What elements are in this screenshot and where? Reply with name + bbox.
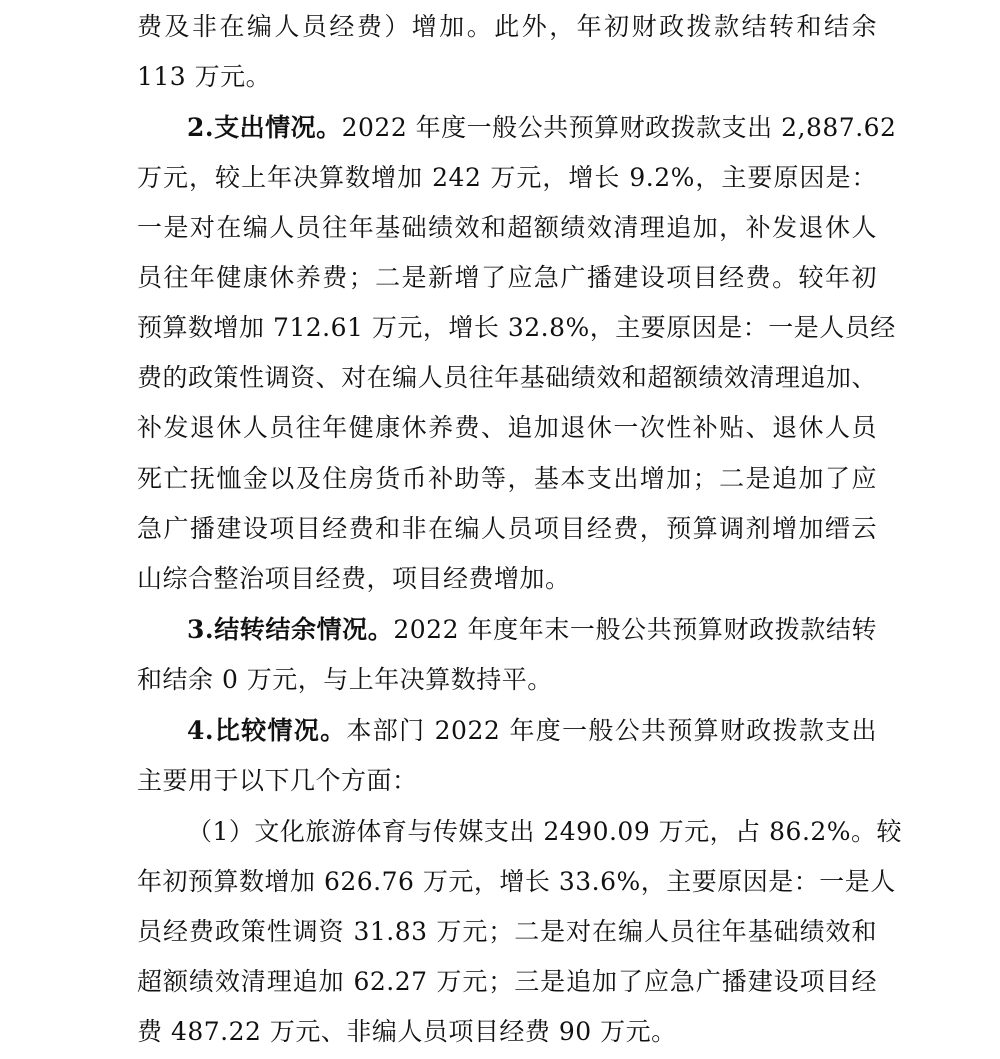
paragraph-line: 费 487.22 万元、非编人员项目经费 90 万元。 [137, 1017, 677, 1046]
section-heading-comparison: 4.比较情况。 [187, 716, 347, 745]
paragraph-line: 费及非在编人员经费）增加。此外，年初财政拨款结转和结余 [137, 12, 877, 41]
section-4-first-line [187, 706, 877, 756]
paragraph-line: 山综合整治项目经费，项目经费增加。 [137, 564, 571, 593]
paragraph-line: 主要用于以下几个方面： [137, 766, 418, 795]
paragraph-line: （1）文化旅游体育与传媒支出 2490.09 万元，占 86.2%。较 [187, 817, 903, 846]
section-2-first-line [187, 103, 897, 153]
paragraph-line: 一是对在编人员往年基础绩效和超额绩效清理追加，补发退休人 [137, 213, 877, 242]
paragraph-line: 急广播建设项目经费和非在编人员项目经费，预算调剂增加缙云 [137, 514, 877, 543]
paragraph-text: 2022 年度一般公共预算财政拨款支出 2,887.62 [341, 113, 897, 142]
paragraph-line: 113 万元。 [137, 62, 272, 91]
section-heading-carryover: 3.结转结余情况。 [187, 615, 394, 644]
section-3-first-line [187, 605, 877, 655]
paragraph-line: 超额绩效清理追加 62.27 万元；三是追加了应急广播建设项目经 [137, 967, 877, 996]
paragraph-line: 员往年健康休养费；二是新增了应急广播建设项目经费。较年初 [137, 263, 877, 292]
paragraph-text: 本部门 2022 年度一般公共预算财政拨款支出 [346, 716, 877, 745]
paragraph-line: 补发退休人员往年健康休养费、追加退休一次性补贴、退休人员 [137, 413, 877, 442]
section-heading-expenditure: 2.支出情况。 [187, 113, 342, 142]
paragraph-line: 死亡抚恤金以及住房货币补助等，基本支出增加；二是追加了应 [137, 464, 877, 493]
paragraph-line: 费的政策性调资、对在编人员往年基础绩效和超额绩效清理追加、 [137, 363, 877, 392]
paragraph-line: 预算数增加 712.61 万元，增长 32.8%，主要原因是：一是人员经 [137, 313, 896, 342]
paragraph-line: 年初预算数增加 626.76 万元，增长 33.6%，主要原因是：一是人 [137, 867, 896, 896]
paragraph-text: 2022 年度年末一般公共预算财政拨款结转 [393, 615, 877, 644]
paragraph-line: 员经费政策性调资 31.83 万元；二是对在编人员往年基础绩效和 [137, 917, 877, 946]
paragraph-line: 万元，较上年决算数增加 242 万元，增长 9.2%，主要原因是： [137, 163, 877, 192]
paragraph-line: 和结余 0 万元，与上年决算数持平。 [137, 665, 553, 694]
